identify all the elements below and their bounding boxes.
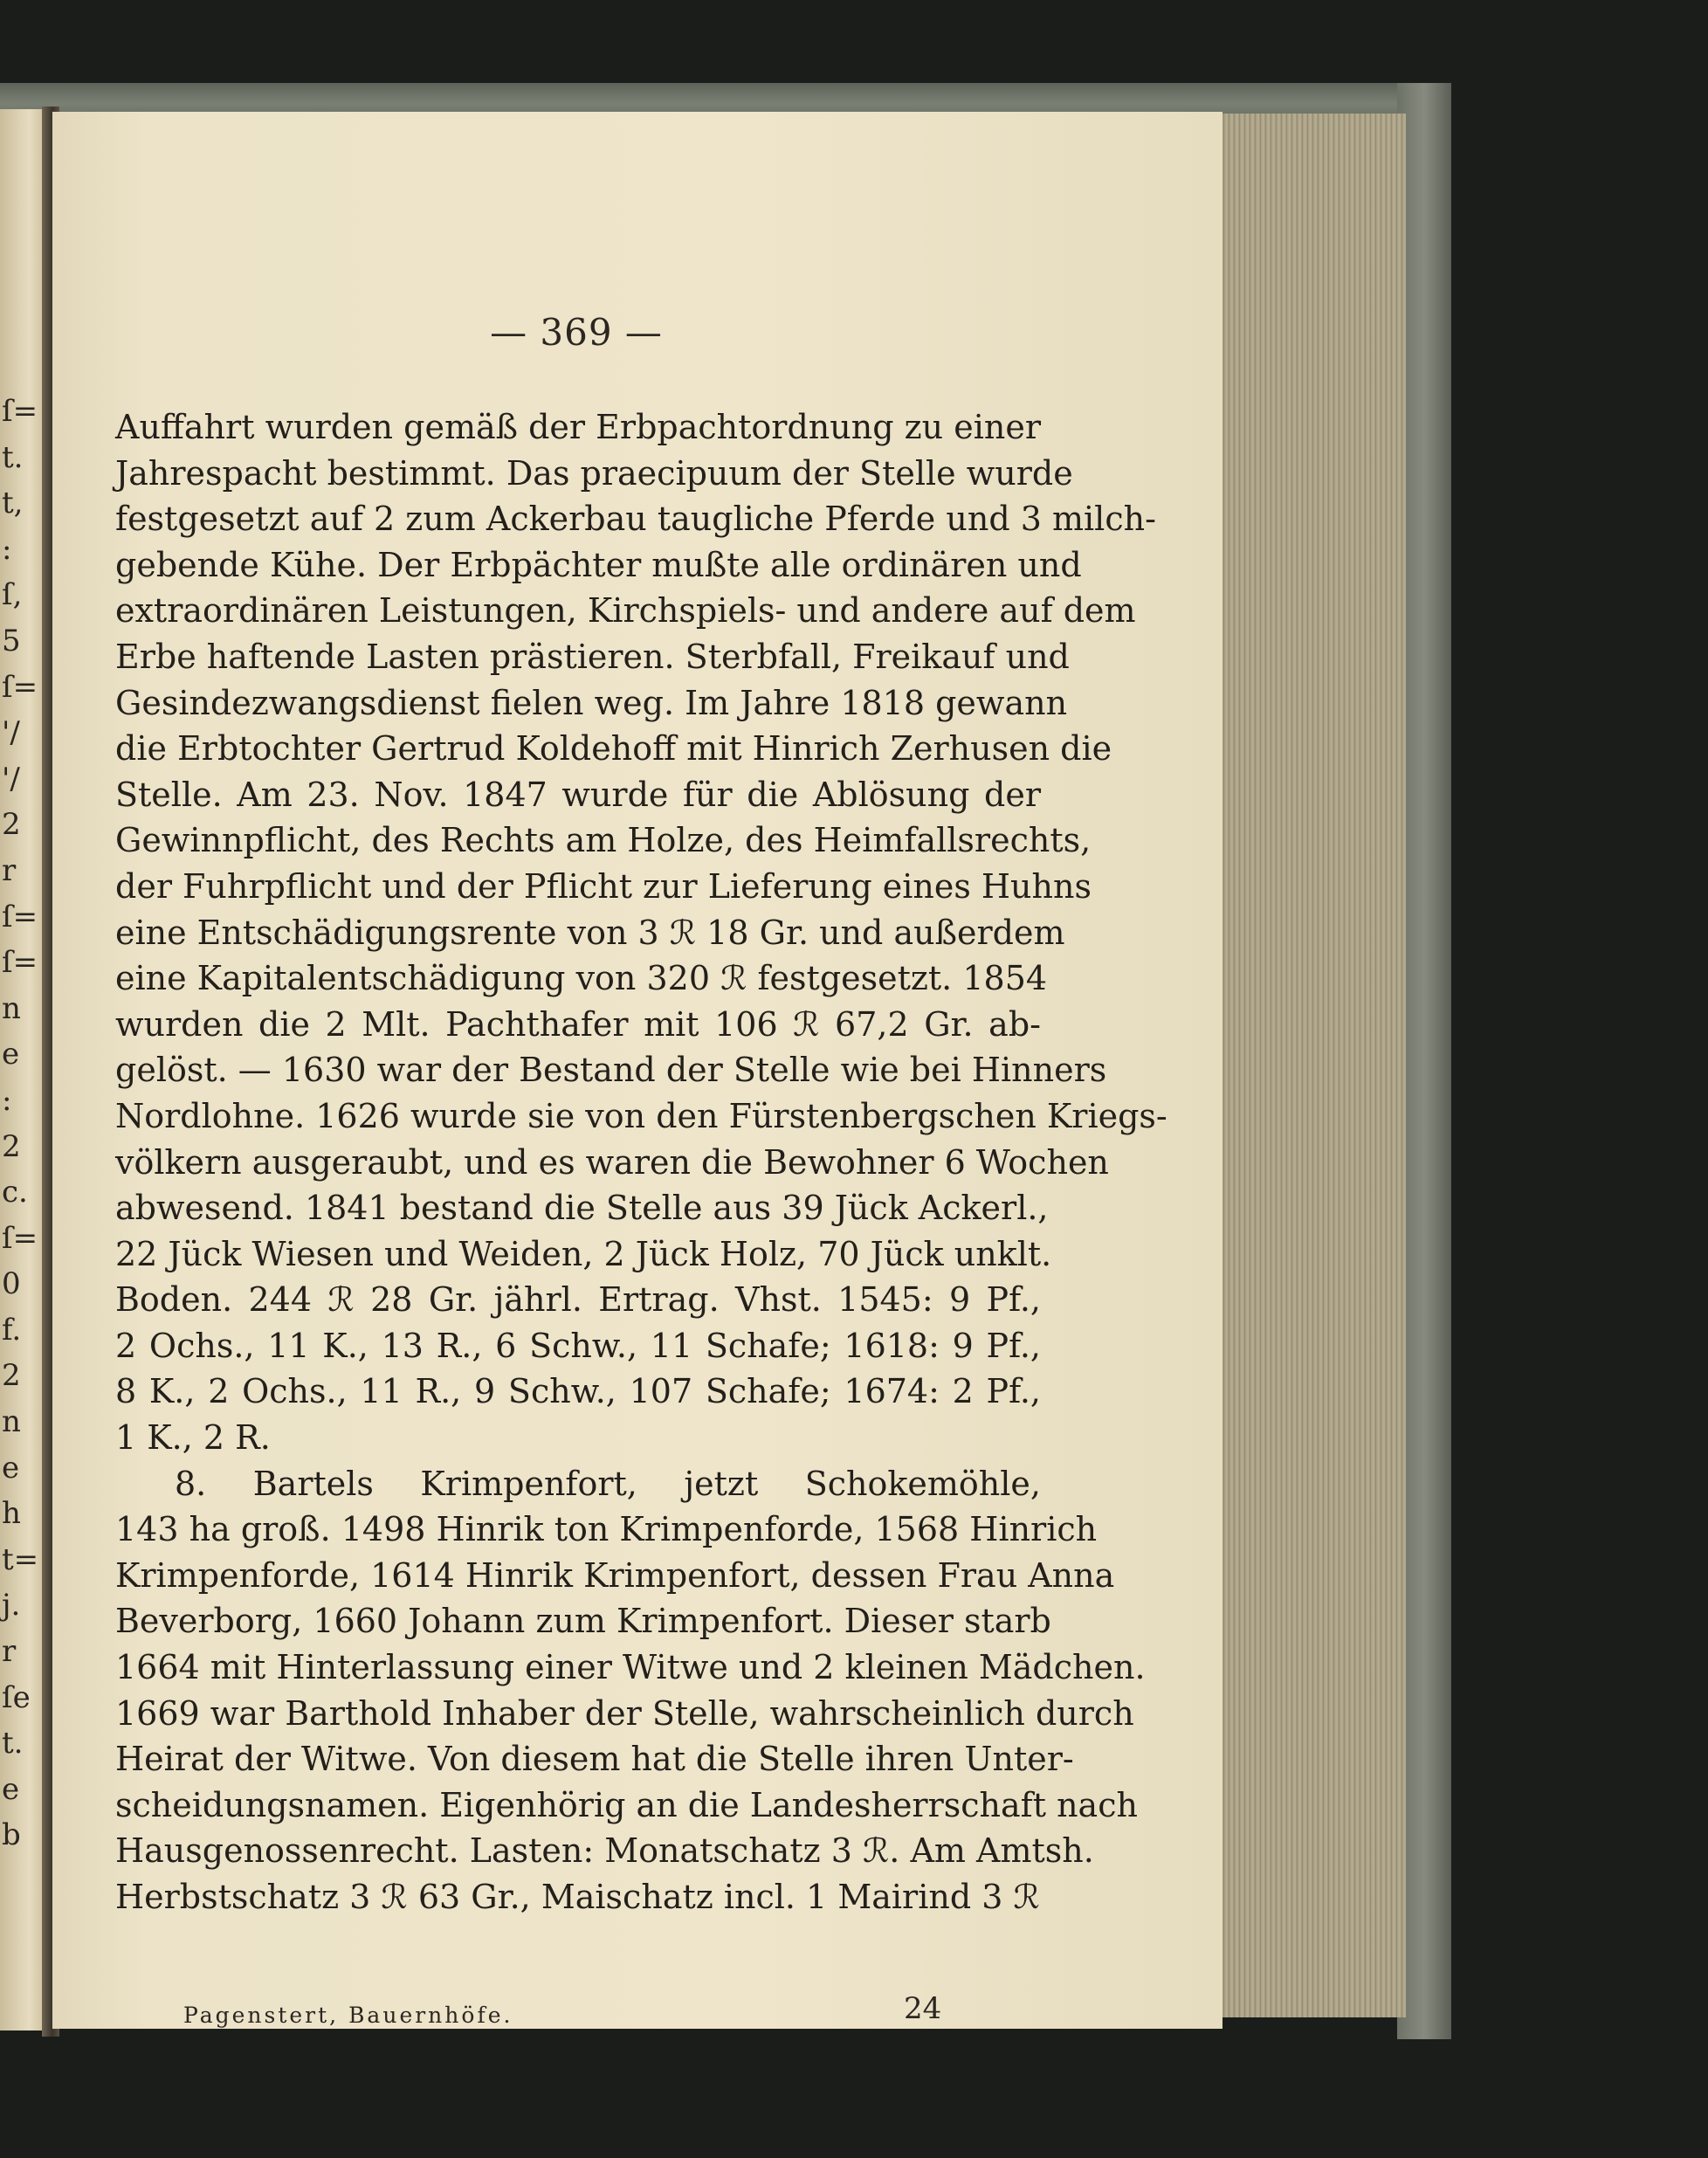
previous-page-edge <box>0 109 42 2030</box>
fragment-glyph: h <box>2 1496 21 1532</box>
text-line: gebende Kühe. Der Erbpächter mußte alle ordinären und <box>115 545 1082 584</box>
fragment-glyph: 5 <box>2 623 21 658</box>
text-line: 2 Ochs., 11 K., 13 R., 6 Schw., 11 Schafe; 1618: 9 Pf., <box>115 1326 1041 1365</box>
fragment-glyph: t, <box>2 486 24 521</box>
text-line: 1669 war Barthold Inhaber der Stelle, wahrscheinlich durch <box>115 1693 1134 1733</box>
text-line: Nordlohne. 1626 wurde sie von den Fürstenbergschen Kriegs- <box>115 1096 1167 1135</box>
text-line: Erbe haftende Lasten prästieren. Sterbfall, Freikauf und <box>115 637 1070 676</box>
text-line: Herbstschatz 3 ℛ 63 Gr., Maischatz incl. 1 Mairind 3 ℛ <box>115 1878 1040 1916</box>
fragment-glyph: e <box>2 1037 20 1072</box>
fragment-glyph: 2 <box>2 807 21 843</box>
fragment-glyph: ſ, <box>2 577 23 613</box>
fragment-glyph: 2 <box>2 1358 21 1394</box>
text-line: scheidungsnamen. Eigenhörig an die Landesherrschaft nach <box>115 1785 1138 1824</box>
fragment-glyph: n <box>2 1404 21 1440</box>
fragment-glyph: c. <box>2 1175 28 1210</box>
fragment-glyph: '/ <box>2 715 20 751</box>
text-line: 143 ha groß. 1498 Hinrik ton Krimpenforde, 1568 Hinrich <box>115 1510 1098 1549</box>
fragment-glyph: n <box>2 990 21 1026</box>
fragment-glyph: 2 <box>2 1128 21 1164</box>
fragment-glyph: ſ= <box>2 1220 38 1256</box>
page-number: — 369 — <box>490 311 663 354</box>
text-line: 22 Jück Wiesen und Weiden, 2 Jück Holz, 70 Jück unklt. <box>115 1234 1052 1273</box>
text-line: völkern ausgeraubt, und es waren die Bewohner 6 Wochen <box>115 1142 1109 1182</box>
text-line: extraordinären Leistungen, Kirchspiels- und andere auf dem <box>115 591 1136 631</box>
fragment-glyph: e <box>2 1771 20 1807</box>
fragment-glyph: t= <box>2 1541 39 1577</box>
text-line: 1 K., 2 R. <box>115 1418 271 1458</box>
text-line: 1664 mit Hinterlassung einer Witwe und 2 kleinen Mädchen. <box>115 1648 1146 1687</box>
text-line: abwesend. 1841 bestand die Stelle aus 39 Jück Ackerl., <box>115 1189 1049 1228</box>
text-line: Krimpenforde, 1614 Hinrik Krimpenfort, dessen Frau Anna <box>115 1555 1115 1595</box>
page-block-edge <box>1214 114 1406 2017</box>
book-page <box>52 112 1222 2029</box>
fragment-glyph: 0 <box>2 1266 21 1302</box>
fragment-glyph: e <box>2 1450 20 1486</box>
fragment-glyph: f. <box>2 1312 22 1348</box>
fragment-glyph: ſ= <box>2 394 38 429</box>
text-line: Gewinnpflicht, des Rechts am Holze, des Heimfallsrechts, <box>115 821 1092 860</box>
text-line: Beverborg, 1660 Johann zum Krimpenfort. Dieser starb <box>115 1602 1051 1641</box>
text-line: Jahrespacht bestimmt. Das praecipuum der Stelle wurde <box>115 453 1073 493</box>
text-line: wurden die 2 Mlt. Pachthafer mit 106 ℛ 67,2 Gr. ab- <box>115 1004 1041 1044</box>
fragment-glyph: : <box>2 531 12 567</box>
fragment-glyph: r <box>2 852 17 888</box>
text-line: Stelle. Am 23. Nov. 1847 wurde für die Ablösung der <box>115 775 1041 814</box>
fragment-glyph: ſ= <box>2 669 38 705</box>
fragment-glyph: b <box>2 1817 21 1853</box>
fragment-glyph: t. <box>2 1726 24 1762</box>
fragment-glyph: ſe <box>2 1679 31 1715</box>
footer-signature-number: 24 <box>904 1991 942 2026</box>
text-line: gelöst. — 1630 war der Bestand der Stelle wie bei Hinners <box>115 1051 1107 1090</box>
text-line: eine Kapitalentschädigung von 320 ℛ festgesetzt. 1854 <box>115 959 1048 998</box>
text-line: 8 K., 2 Ochs., 11 R., 9 Schw., 107 Schafe; 1674: 2 Pf., <box>115 1372 1041 1411</box>
fragment-glyph: t. <box>2 439 24 475</box>
text-line: festgesetzt auf 2 zum Ackerbau taugliche Pferde und 3 milch- <box>115 500 1156 539</box>
text-line: Hausgenossenrecht. Lasten: Monatschatz 3 ℛ. Am Amtsh. <box>115 1831 1094 1871</box>
fragment-glyph: j. <box>2 1588 21 1624</box>
body-text <box>115 404 1167 1920</box>
fragment-glyph: : <box>2 1082 12 1118</box>
text-line: 8. Bartels Krimpenfort, jetzt Schokemöhle, <box>175 1464 1041 1503</box>
footer-signature-title: Pagenstert, Bauernhöfe. <box>183 2003 513 2028</box>
text-line: Auffahrt wurden gemäß der Erbpachtordnung zu einer <box>115 408 1041 446</box>
fragment-glyph: r <box>2 1634 17 1670</box>
fragment-glyph: ſ= <box>2 945 38 981</box>
fragment-glyph: ſ= <box>2 899 38 934</box>
text-line: Boden. 244 ℛ 28 Gr. jährl. Ertrag. Vhst. 1545: 9 Pf., <box>115 1280 1041 1320</box>
previous-page-fragments <box>2 389 37 1858</box>
text-line: der Fuhrpflicht und der Pflicht zur Lieferung eines Huhns <box>115 866 1092 906</box>
text-line: Gesindezwangsdienst fielen weg. Im Jahre 1818 gewann <box>115 683 1068 722</box>
fragment-glyph: '/ <box>2 761 20 796</box>
text-line: die Erbtochter Gertrud Koldehoff mit Hinrich Zerhusen die <box>115 729 1112 769</box>
text-line: Heirat der Witwe. Von diesem hat die Stelle ihren Unter- <box>115 1740 1074 1779</box>
text-line: eine Entschädigungsrente von 3 ℛ 18 Gr. und außerdem <box>115 913 1065 952</box>
